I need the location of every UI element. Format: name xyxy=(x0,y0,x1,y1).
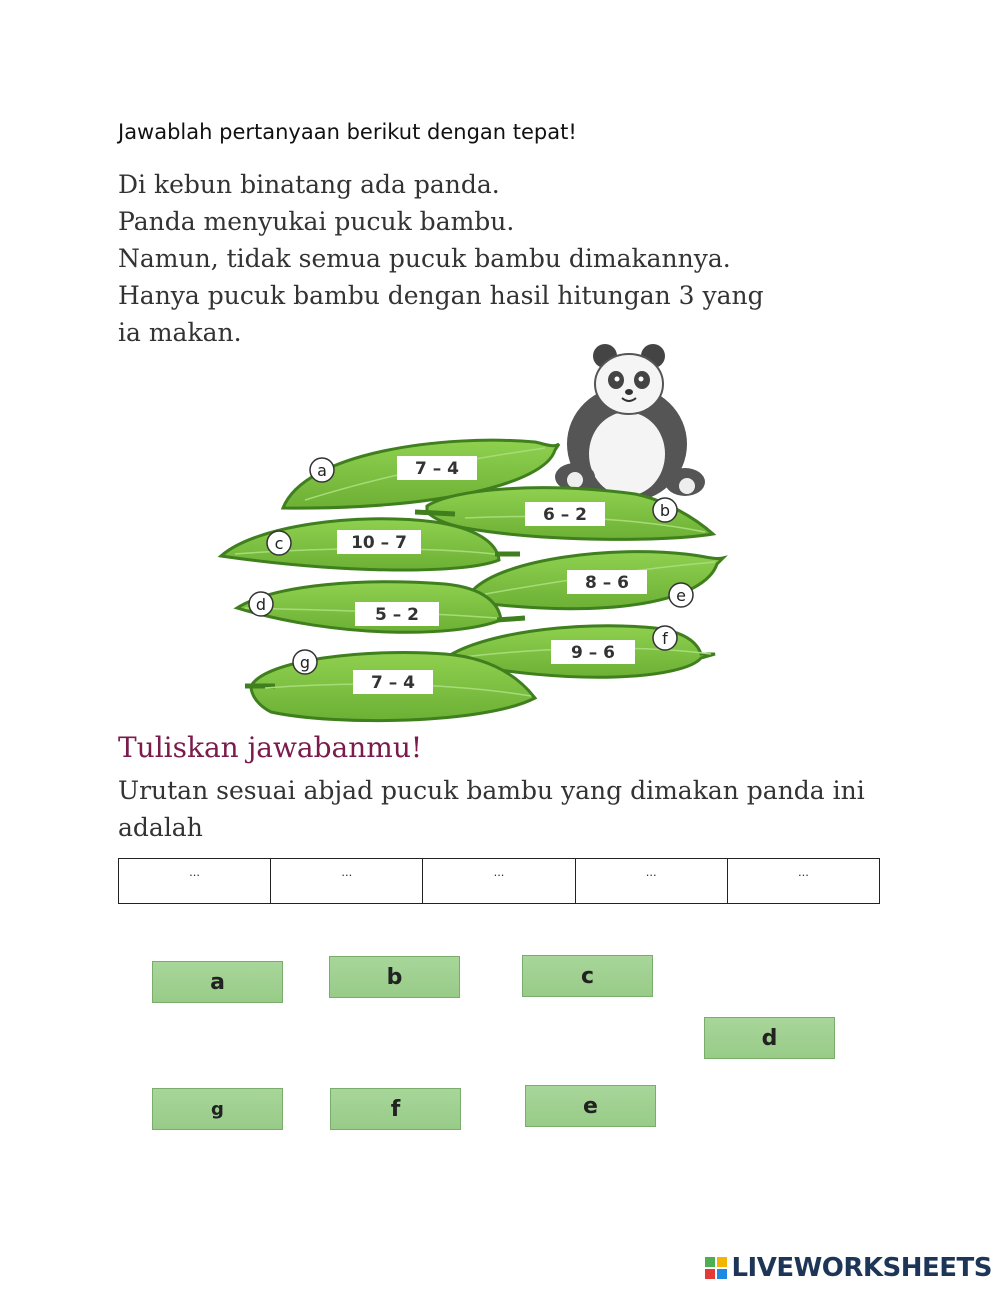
answer-slot-3[interactable]: ... xyxy=(423,859,575,903)
story-line: Di kebun binatang ada panda. xyxy=(118,170,500,199)
leaf-expression: 8 – 6 xyxy=(585,573,629,593)
story-line: Panda menyukai pucuk bambu. xyxy=(118,207,515,236)
answer-heading: Tuliskan jawabanmu! xyxy=(118,731,423,764)
leaf-letter: a xyxy=(317,461,327,480)
answer-slot-4[interactable]: ... xyxy=(576,859,728,903)
leaf-expression: 5 – 2 xyxy=(375,605,419,625)
leaf-letter: f xyxy=(662,629,668,648)
answer-slot-5[interactable]: ... xyxy=(797,864,809,879)
leaf-expression: 9 – 6 xyxy=(571,643,615,663)
logo-blocks-icon xyxy=(705,1257,727,1279)
drag-tile-d[interactable]: d xyxy=(704,1017,835,1059)
drag-tile-g[interactable]: g xyxy=(152,1088,283,1130)
drag-tile-f[interactable]: f xyxy=(330,1088,461,1130)
leaf-expression: 10 – 7 xyxy=(351,533,407,553)
answer-prompt: Urutan sesuai abjad pucuk bambu yang dimakan panda ini adalah xyxy=(118,776,865,842)
leaf-letter: c xyxy=(274,534,284,553)
leaf-letter: g xyxy=(299,653,311,672)
drag-tile-a[interactable]: a xyxy=(152,961,283,1003)
story-line: ia makan. xyxy=(118,318,242,347)
leaf-expression: 7 – 4 xyxy=(415,459,459,479)
panda-icon xyxy=(555,344,705,502)
story-paragraph xyxy=(118,166,798,351)
brand-name: LIVEWORKSHEETS xyxy=(731,1253,992,1283)
panda-bamboo-illustration xyxy=(215,342,735,727)
leaf-expression: 6 – 2 xyxy=(543,505,587,525)
drag-tile-c[interactable]: c xyxy=(522,955,653,997)
leaf-letter: e xyxy=(676,586,686,605)
drag-tile-b[interactable]: b xyxy=(329,956,460,998)
leaf-e xyxy=(473,552,723,609)
leaf-letter: d xyxy=(255,595,267,614)
story-line: Hanya pucuk bambu dengan hasil hitungan 3 yang xyxy=(118,281,764,310)
leaf-letter: b xyxy=(659,501,671,520)
story-line: Namun, tidak semua pucuk bambu dimakannya. xyxy=(118,244,731,273)
leaf-expression: 7 – 4 xyxy=(371,673,415,693)
instruction-text: Jawablah pertanyaan berikut dengan tepat! xyxy=(118,120,577,144)
answer-slot-2[interactable]: ... xyxy=(271,859,423,903)
answer-table xyxy=(118,858,880,904)
drag-tile-e[interactable]: e xyxy=(525,1085,656,1127)
liveworksheets-logo xyxy=(705,1253,992,1283)
answer-slot-1[interactable]: ... xyxy=(119,859,271,903)
